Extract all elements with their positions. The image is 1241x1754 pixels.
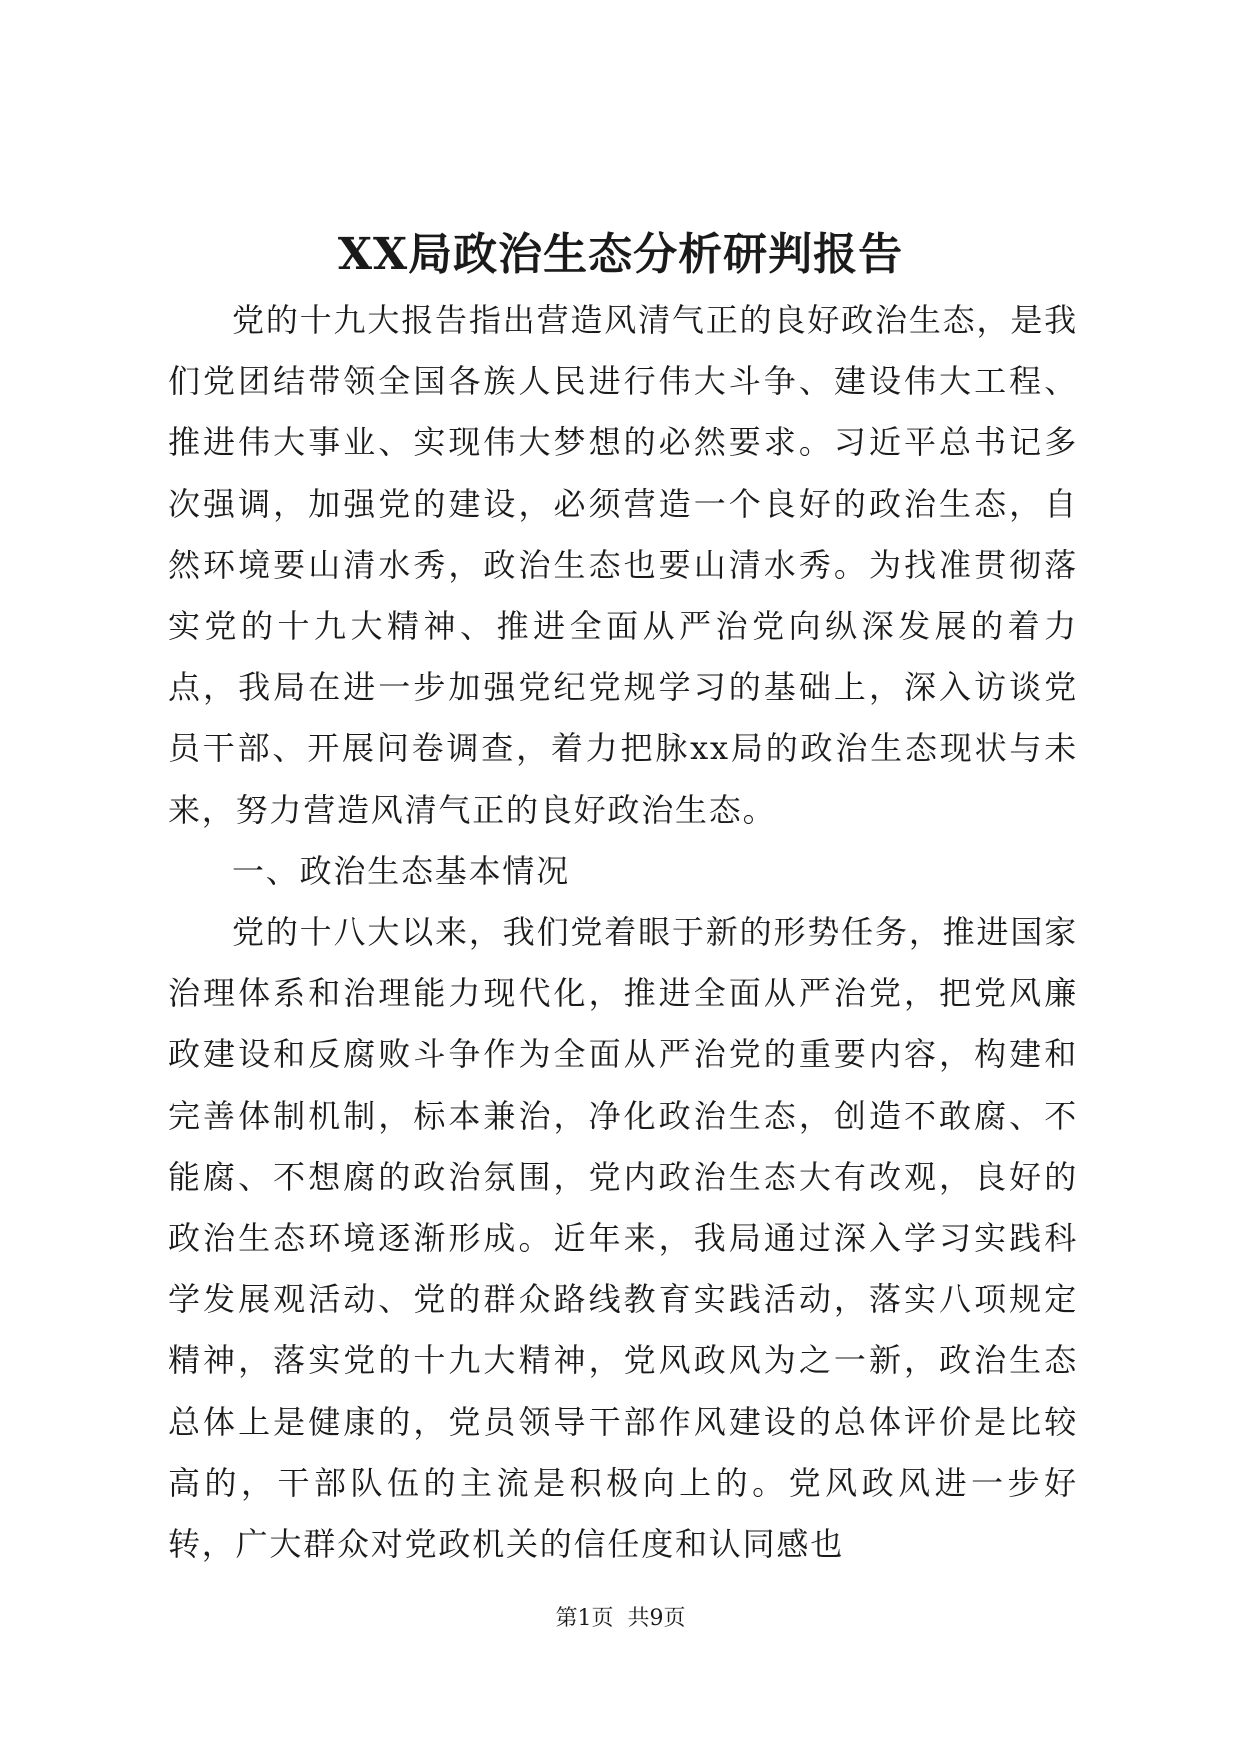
- paragraph-section-1: 党的十八大以来，我们党着眼于新的形势任务，推进国家治理体系和治理能力现代化，推进全面从严治党，把党风廉政建设和反腐败斗争作为全面从严治党的重要内容，构建和完善体制机制，标本兼治，净化政治生态，创造不敢腐、不能腐、不想腐的政治氛围，党内政治生态大有改观，良好的政治生态环境逐渐形成。近年来，我局通过深入学习实践科学发展观活动、党的群众路线教育实践活动，落实八项规定精神，落实党的十九大精神，党风政风为之一新，政治生态总体上是健康的，党员领导干部作风建设的总体评价是比较高的，干部队伍的主流是积极向上的。党风政风进一步好转，广大群众对党政机关的信任度和认同感也: [168, 913, 1078, 1564]
- document-title: XX局政治生态分析研判报告: [337, 229, 904, 280]
- page-total: 共9页: [627, 1606, 686, 1631]
- paragraph-intro: 党的十九大报告指出营造风清气正的良好政治生态，是我们党团结带领全国各族人民进行伟大斗争、建设伟大工程、推进伟大事业、实现伟大梦想的必然要求。习近平总书记多次强调，加强党的建设，必须营造一个良好的政治生态，自然环境要山清水秀，政治生态也要山清水秀。为找准贯彻落实党的十九大精神、推进全面从严治党向纵深发展的着力点，我局在进一步加强党纪党规学习的基础上，深入访谈党员干部、开展问卷调查，着力把脉xx局的政治生态现状与未来，努力营造风清气正的良好政治生态。: [168, 301, 1078, 829]
- document-body: [168, 290, 1078, 1575]
- page-number: 第1页: [555, 1606, 614, 1631]
- page-footer: [0, 1604, 1241, 1634]
- section-heading-1: 一、政治生态基本情况: [232, 851, 571, 890]
